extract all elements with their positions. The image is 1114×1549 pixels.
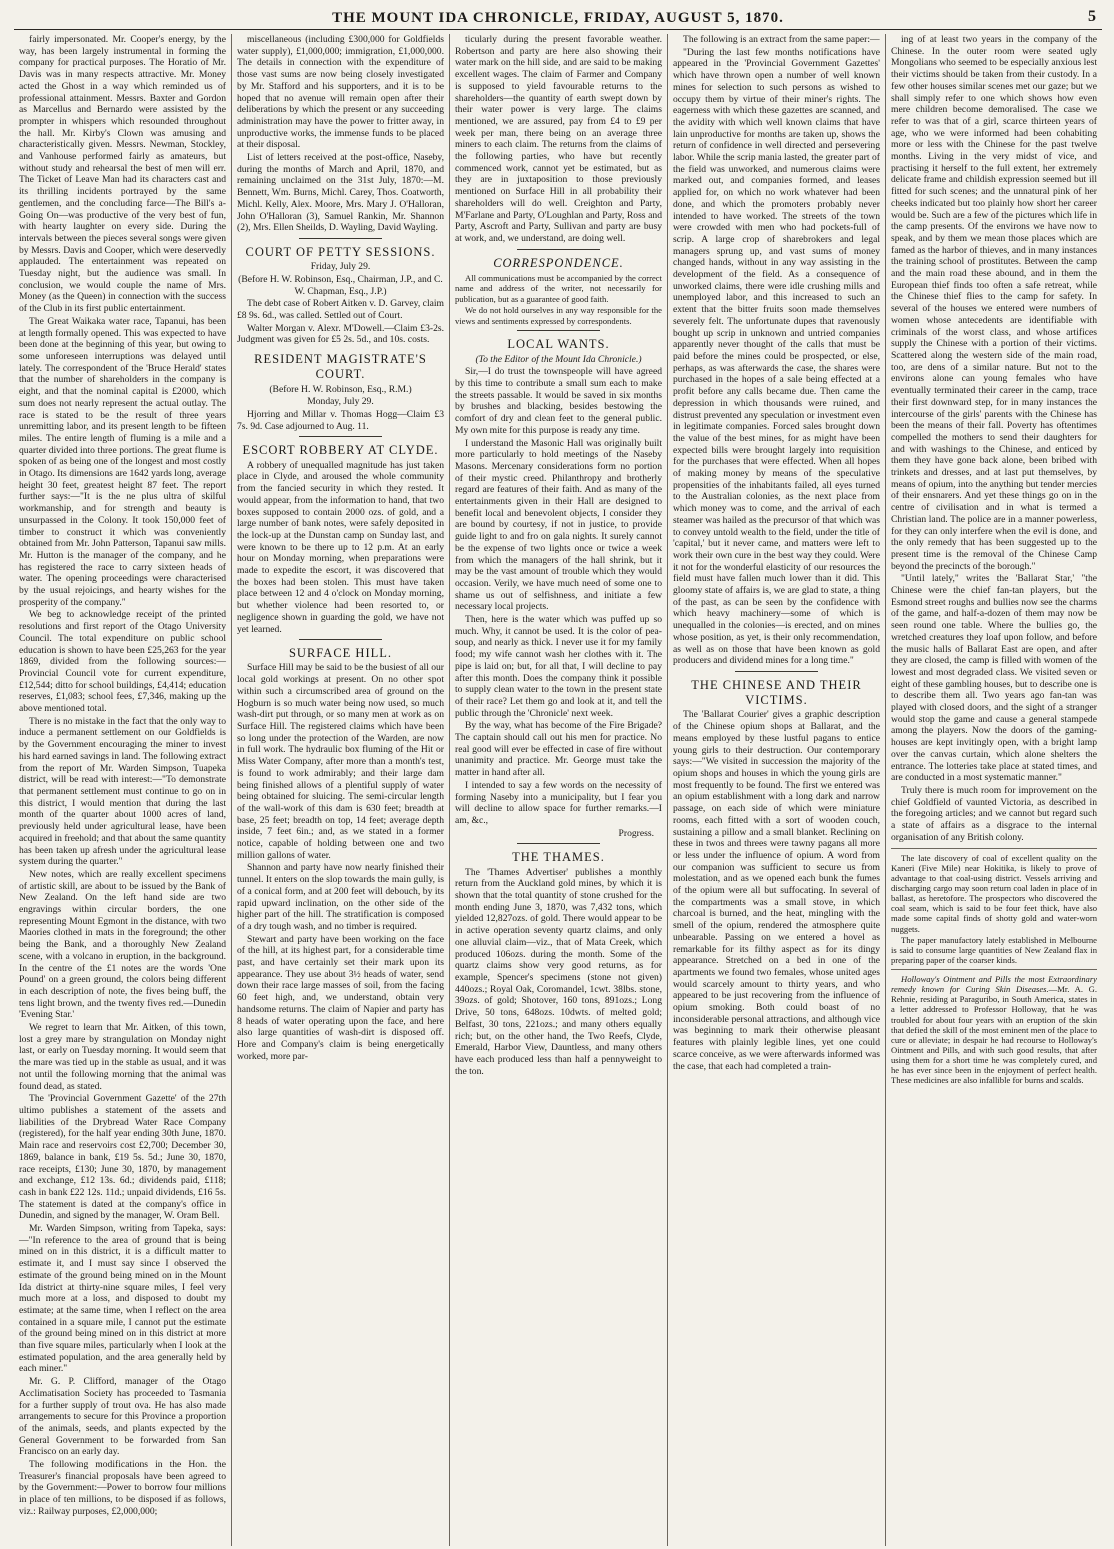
section-divider: [299, 639, 382, 640]
column-2: [232, 34, 450, 1546]
section-divider: [891, 969, 1097, 970]
article-paragraph: We beg to acknowledge receipt of the printed resolutions and first report of the Otago University Council. The total expenditure on public school education is shown to have been £25,263 for the year 1869, divided from the following sources:—Provincial Council vote for current expenditure, £12,544; ditto for school buildings, £4,414; education reserves, £1,083; school fees, £7,346, making up the above mentioned total.: [19, 609, 226, 715]
court-bench: (Before H. W. Robinson, Esq., Chairman, J.P., and C. W. Chapman, Esq., J.P.): [238, 273, 443, 297]
surface-hill-heading: SURFACE HILL.: [288, 646, 393, 661]
article-paragraph: The debt case of Robert Aitken v. D. Garvey, claim £8 9s. 6d., was called. Settled out of Court.: [237, 298, 444, 322]
article-paragraph: miscellaneous (including £300,000 for Goldfields water supply), £1,000,000; immigration, £1,000,000. The details in connection with the expenditure of those vast sums are now being closely investigated by Mr. Stafford and his supporters, and it is to be hoped that no avenue will remain open after their deliberations by which the present or any succeeding administration may have the power to fritter away, in unproductive works, the immense funds to be placed at their disposal.: [237, 34, 444, 151]
columns: [14, 34, 1102, 1546]
article-paragraph: The 'Thames Advertiser' publishes a monthly return from the Auckland gold mines, by which it is shown that the total quantity of stone crushed for the month ending June 3, 1870, was 7,432 tons, which yielded 12,827ozs. of gold. There would appear to be in active operation seventy quartz claims, and only one alluvial claim—viz., that of Mata Creek, which produced 106ozs. during the month. Some of the quartz claims show very good returns, as for example, Spencer's specimens (stone not given) 440ozs.; Royal Oak, Coromandel, 1cwt. 38lbs. stone, 39ozs. of gold; Shotover, 160 tons, 891ozs.; Long Drive, 50 tons, 648ozs. 10dwts. of melted gold; Belfast, 30 tons, 221ozs.; and many others equally rich; but, on the other hand, the Two Reefs, Clyde, Emerald, Harbor View, Dauntless, and many others have each produced less than half a pennyweight to the ton.: [455, 866, 662, 1077]
article-paragraph: Surface Hill may be said to be the busiest of all our local gold workings at present. On no other spot within such a circumscribed area of ground on the Hogburn is so much water being now used, so much wash-dirt put through, or so many men at work as on Surface Hill. The registered claims which have been so long under the protection of the Warden, are now in full work. The hydraulic box fluming of the Hit or Miss Water Company, after more than a month's test, is found to work admirably; and their large dam being finished allows of a plentiful supply of water being obtained for sluicing. The semi-circular length of the wall-work of this dam is 630 feet; breadth at base, 25 feet; breadth on top, 14 feet; average depth inside, 7 feet 6in.; and, as we stated in a former notice, capable of holding between one and two million gallons of water.: [237, 662, 444, 861]
article-paragraph: ing of at least two years in the company of the Chinese. In the outer room were seated ugly Mongolians who seemed to be especially anxious lest their victims should be taken from their custody. In a few other houses similar scenes met our gaze; but we shall simply refer to one which shows how even mere children become demoralised. The case we refer to was that of a girl, scarce thirteen years of age, who we were informed had been cohabiting more or less with the Chinese for the past twelve months. Living in the very midst of vice, and practising it herself to the full extent, her extremely delicate frame and childish expression seemed but ill fitted for such scenes; and the unnatural pink of her cheeks indicated but too plainly how short her career would be. Such are a few of the pictures which life in the camp presents. Of the environs we have now to speak, and by them we mean those places which are famed as the harbor of thieves, and in many instances the training school of prostitutes. Between the camp and the main road these abound, and in them the European thief finds too often a safe retreat, while the Chinese thief flies to the camp for safety. In several of the houses we entered were numbers of women whose antecedents are identifiable with criminals of the worst class, and whose artifices supply the Chinese with a portion of their victims. Scattered along the western side of the main road, too, are dens of a similar nature. But not to the environs alone can young females who have eventually terminated their career in the camp, trace their first downward step, for in many instances the intercourse of the girls' parents with the Chinese has been the means of their fall. Poverty has oftentimes compelled the mothers to send their daughters for and with washings to the Chinese, and enticed by them they have gone back alone, been bribed with trinkets and dresses, and at last put themselves, by means of opium, into the anything but tender mercies of their ensnarers. And yet these things go on in the centre of civilisation and in what is termed a Christian land. The police are in a manner powerless, for they can only interfere when the evil is done, and the only remedy that has been suggested up to the present time is the removal of the Chinese Camp beyond the precincts of the borough.": [891, 34, 1097, 572]
article-paragraph: Mr. Warden Simpson, writing from Tapeka, says:—"In reference to the area of ground that is being mined on in this district, it is a difficult matter to estimate it, and I must say since I observed the estimate of the ground being mined on in the Mount Ida district at thirty-nine square miles, I feel very much more at a loss, and disposed to doubt my estimate; at the same time, when I reflect on the area contained in a square mile, I cannot put the estimate of the ground being mined on in this district at more than five square miles, particularly when I look at the estimated population, and the area generally held by each miner.": [19, 1223, 226, 1375]
article-paragraph: Truly there is much room for improvement on the chief Goldfield of vaunted Victoria, as described in the foregoing articles; and we cannot but regard such a state of affairs as a disgrace to the internal organisation of any British colony.: [891, 785, 1097, 843]
article-paragraph: ticularly during the present favorable weather. Robertson and party are here also showing their water mark on the hill side, and are said to be making excellent wages. The claim of Farmer and Company is supposed to yield favourable returns to the shareholders—the quantity of earth swept down by their water power is very large. The claims mentioned, we are assured, pay from £4 to £9 per week per man, there being on an average three miners to each claim. The returns from the claims of the following parties, who have but recently commenced work, cannot yet be estimated, but as they are in juxtaposition to those previously mentioned on Surface Hill in all probability their shareholders will do well. Creighton and Party, M'Farlane and Party, O'Loughlan and Party, Ross and Party, Ascroft and Party, Sullivan and party are busy at work, and, we understand, are doing well.: [455, 34, 662, 244]
column-3: [450, 34, 668, 1546]
section-divider: [891, 848, 1097, 849]
column-4: [668, 34, 886, 1546]
article-paragraph: fairly impersonated. Mr. Cooper's energy, by the way, has been largely instrumental in forming the company for practical purposes. The Horatio of Mr. Davis was in many respects attractive. Mr. Money acted the Ghost in a way which reminded us of professional attainment. Messrs. Baxter and Gordon as Marcellus and Bernardo were assisted by the prompter in whispers which resounded throughout the hall. Mr. Kirby's Clown was amusing and characteristically given. Messrs. Newman, Stockley, and Vanhouse performed fairly as amateurs, but without study and rehearsal the best of men will err. The Ticket of Leave Man had its characters cast and its thrilling incidents portrayed by the same gentlemen, and the concluding farce—The Bill's a-Going On—was productive of the very best of fun, with hearty laughter on every side. During the intervals between the pieces several songs were given by Messrs. Davis and Cooper, which were deservedly applauded. The entertainment was repeated on Tuesday night, but the audience was small. In conclusion, we would couple the name of Mrs. Money (as the Queen) in connection with the success of the Club in its first public entertainment.: [19, 34, 226, 315]
resident-magistrate-heading: RESIDENT MAGISTRATE'S COURT.: [254, 352, 427, 382]
article-paragraph: Walter Morgan v. Alexr. M'Dowell.—Claim £3-2s. Judgment was given for £5 2s. 5d., and 10s. costs.: [237, 322, 444, 346]
article-paragraph: Shannon and party have now nearly finished their tunnel. It enters on the slop towards the main gully, is of a conical form, and at 200 feet will debouch, by its rapid upward inclination, on the other side of the higher part of the hill. The stratification is composed of a dry tough wash, and no timber is required.: [237, 862, 444, 932]
article-paragraph: "During the last few months notifications have appeared in the 'Provincial Government Gazettes' which have thrown open a number of well known mines for selection to such persons as wished to occupy them by virtue of their miner's rights. The eagerness with which these gazettes are scanned, and the avidity with which well known claims that have lain unproductive for months are taken up, shows the return of confidence in well directed and persevering labor. While the scrip mania lasted, the greater part of the field was unworked, and numerous claims were marked out, and companies formed, and leases applied for, on which no work whatever had been done, and which the promoters probably never intended to have worked. The streets of the town were crowded with men who had pockets-full of scrip. A large crop of sharebrokers and legal managers sprung up, and vast sums of money changed hands, without in any way assisting in the development of the field. As a consequence of unworked claims, there were idle crushing mills and unemployed labor, and this increased to such an extent that the bitter fruits soon made themselves severely felt. The unfortunate dupes that ravenously bought up scrip in unknown and untried companies apparently never thought of the calls that must be paid before the mines could be prospected, or else, perhaps, as was afterwards the case, the shares were purchased in the hopes of a sale being effected at a profit before any calls became due. Then came the depression in which thousands were ruined, and distrust prevented any speculation or investment even in legitimate companies. Forced sales brought down the value of the best mines, for as might have been expected bills were brought largely into requisition for the purchases that were effected. When all hopes of making money by means of the speculative propensities of the inhabitants failed, all eyes turned to the Australian colonies, as the next place from which money was to come, and the arrival of each steamer was hailed as the precursor of that which was to convey untold wealth to the field, under the title of 'capital,' but it never came, and matters were left to work their own cure in the best way they could. Were it not for the wonderful elasticity of our resources the field must have fallen much lower than it did. This gloomy state of affairs is, we are glad to state, a thing of the past, as can be seen by the confidence with which heavy machinery—some of which is unequalled in the colonies—is erected, and on mines whose position, as yet, is their only recommendation, as well as on those that have been known as gold producers and dividend mines for a long time.": [673, 46, 880, 667]
article-paragraph: New notes, which are really excellent specimens of artistic skill, are about to be issued by the Bank of New Zealand. On the left hand side are two engravings within circular borders, the one representing Mount Egmont in the distance, with two Maories clothed in mats in the foreground; the other being the Bank, and a thoroughly New Zealand scene, with a volcano in eruption, in the background. In the centre of the £1 notes are the words 'One Pound' on a green ground, the colors being different in each description of note, the fives being buff, the tens light brown, and the twenty fives red.—Dunedin 'Evening Star.': [19, 868, 226, 1021]
section-divider: [517, 843, 600, 844]
article-paragraph: By the way, what has become of the Fire Brigade? The captain should call out his men for practice. No real good will ever be effected in case of fire without unanimity and practice. Mr. George must take the matter in hand after all.: [455, 720, 662, 779]
article-paragraph: The following is an extract from the same paper:—: [683, 34, 880, 45]
section-divider: [517, 330, 600, 331]
news-item: The paper manufactory lately established in Melbourne is said to consume large quantities of New Zealand flax in preparing paper of the coarser kinds.: [891, 934, 1097, 965]
article-paragraph: The following modifications in the Hon. the Treasurer's financial proposals have been agreed to by the Government:—Power to borrow four millions in place of ten millions, to be disposed if as follows, viz.: Railway purposes, £2,000,000;: [19, 1459, 226, 1517]
masthead-title: THE MOUNT IDA CHRONICLE, FRIDAY, AUGUST 5, 1870.: [332, 10, 784, 26]
letter-signature: Progress.: [618, 827, 654, 839]
court-petty-sessions-heading: COURT OF PETTY SESSIONS.: [245, 244, 436, 259]
article-paragraph: We regret to learn that Mr. Aitken, of this town, lost a grey mare by strangulation on Monday night last, or early on Tuesday morning. It would seem that the mare was tied up in the stable as usual, and it was not until the following morning that the animal was found dead, as stated.: [19, 1022, 226, 1092]
masthead: [14, 8, 1102, 30]
article-paragraph: Stewart and party have been working on the face of the hill, at its highest part, for a considerable time past, and have certainly set their mark upon its appearance. They use about 3½ heads of water, send down their race large masses of soil, from the facing 60 feet high, and, we understand, obtain very handsome returns. The claim of Napier and party has 8 heads of water operating upon the face, and here also large quantities of wash-dirt is disposed off. Hore and Company's claim is being energetically worked, more par-: [237, 933, 444, 1062]
column-1: [14, 34, 232, 1546]
article-paragraph: The 'Provincial Government Gazette' of the 27th ultimo publishes a statement of the assets and liabilities of the Drybread Water Race Company (registered), for the half year ending 30th June, 1870. Main race and reservoirs cost £2,700; December 30, 1869, balance in bank, £19 5s. 5d.; June 30, 1870, race receipts, £130; June 30, 1870, by management and exchange, £12 13s. 6d.; dividends paid, £118; cash in bank £22 12s. 11d.; unpaid dividends, £16 5s. The statement is dated at the company's office in Dunedin, and signed by the manager, W. Oram Bell.: [19, 1093, 226, 1222]
local-wants-heading: LOCAL WANTS.: [507, 337, 610, 352]
article-paragraph: List of letters received at the post-office, Naseby, during the months of March and April, 1870, and remaining unclaimed on the 31st July, 1870:—M. Bennett, Wm. Burns, Michl. Carey, Thos. Coatworth, Michl. Kelly, Alex. Moore, Mrs. Mary J. O'Halloran, John O'Halloran (3), Samuel Rankin, Mr. Shannon (2), Mrs. Ellen Sheilds, D. Wayling, David Wayling.: [237, 152, 444, 234]
article-paragraph: Sir,—I do trust the townspeople will have agreed by this time to contribute a small sum each to make the streets passable. It would be saved in six months by brushes and blacking, besides bestowing the comfort of dry and clean feet to the general public. My own mite for this purpose is ready any time.: [455, 366, 662, 436]
page-number: 5: [1088, 8, 1096, 25]
article-paragraph: "Until lately," writes the 'Ballarat Star,' "the Chinese were the chief fan-tan players, but the Esmond street roughs and bullies now see the charms of the game, and half-a-dozen of them may now be seen round one table. Where the bullies go, the wretched creatures they loaf upon follow, and before the music halls of Ballarat East are open, and after they are closed, the camp is filled with women of the lowest and most degraded class. We visited seven or eight of these gambling houses, but to describe one is to describe them all. Two years ago fan-tan was played with closed doors, and the sight of a stranger would stop the game and cause a general stampede among the players. Now the doors of the gaming-houses are kept invitingly open, with a bright lamp over the canvas curtain, which alone shelters the entrance. The lotteries take place at stated times, and are conducted in a most systematic manner.": [891, 573, 1097, 784]
advert-title: Holloway's Ointment and Pills the most Extraordinary remedy known for Curing Skin Diseases.: [891, 974, 1097, 995]
thames-heading: THE THAMES.: [512, 850, 605, 865]
correspondence-notice: [455, 273, 662, 326]
section-divider: [299, 436, 382, 437]
article-paragraph: The 'Ballarat Courier' gives a graphic description of the Chinese opium shops at Ballarat, and the means employed by these lustful pagans to entice young girls to their destruction. Our contemporary says:—"We visited in succession the majority of the opium shops and houses in which the young girls are most frequently to be found. The first we entered was an opium establishment with a long dark and narrow passage, on each side of which were miniature rooms, each fitted with a sort of wooden couch, sustaining a pillow and a small blanket. Reclining on these in twos and threes were tawny pagans all more or less under the influence of opium. A word from our companion was sufficient to secure us from molestation, and as we opened each bunk the fumes of the opium were all but suffocating. In several of the compartments was a small stove, in which charcoal is burned, and the heat, mingling with the smell of the opium, rendered the atmosphere quite unbearable. Passing on we entered a hovel as remarkable for its filthy aspect as for its dingy appearance. Stretched on a bed in one of the apartments we found two females, whose united ages would scarcely amount to thirty years, and who appeared to be just recovering from the influence of opium smoking. Both could boast of no inconsiderable personal attractions, and although vice was beginning to mark their otherwise pleasant features with plainly legible lines, yet one could scarce conceive, as we were afterwards informed was the case, that each had completed a train-: [673, 709, 880, 1072]
article-paragraph: A robbery of unequalled magnitude has just taken place in Clyde, and aroused the whole community from the fancied security in which they rested. It would appear, from the information to hand, that two boxes supposed to contain 2000 ozs. of gold, and a large number of bank notes, were safely deposited in the lock-up at the Dunstan camp on Sunday last, and were known to be there up to 12 p.m. At an early hour on Monday morning, when preparations were made to expedite the escort, it was discovered that the boxes had been stolen. This must have taken place between 12 and 4 o'clock on Monday morning, but whether violence had been resorted to, or negligence shown in guarding the gold, we have not yet learned.: [237, 459, 444, 635]
chinese-victims-heading: THE CHINESE AND THEIR VICTIMS.: [691, 677, 862, 708]
advert-body: —Mr. A. G. Rehnie, residing at Paraguribo, in South America, states in a letter addressed to Professor Holloway, that he was troubled for about four years with an eruption of the skin that defied the skill of the most eminent men of the place to cure or alleviate; in despair he had recourse to Holloway's Ointment and Pills, and with such good results, that after using them for a short time he was completely cured, and he has ever since been in the enjoyment of perfect health. These medicines are also infallible for burns and scalds.: [891, 984, 1098, 1086]
letter-address: (To the Editor of the Mount Ida Chronicle.): [475, 353, 642, 365]
section-divider: [517, 249, 600, 250]
article-paragraph: I understand the Masonic Hall was originally built more particularly to hold meetings of the Naseby Masons. Mercenary considerations form no portion of their mystic creed. Philanthropy and brotherly regard are features of their faith. And as many of the entertainments given in their Hall are designed to benefit local and benevolent objects, I consider they are bound by courtesy, if not in justice, to provide guide light to and fro on gala nights. It surely cannot be the expense of two lights once or twice a week from which the managers of the hall shrink, but it may be the vast amount of trouble which they would occasion. Verily, we have much need of some one to shame us out of selfishness, and initiate a few necessary local projects.: [455, 437, 662, 613]
court-date: Friday, July 29.: [310, 261, 371, 273]
resident-bench: (Before H. W. Robinson, Esq., R.M.): [269, 383, 412, 395]
article-paragraph: The Great Waikaka water race, Tapanui, has been at length formally opened. This was expected to have been done at the beginning of this year, but owing to some unforeseen interruptions was delayed until lately. The correspondent of the 'Bruce Herald' states that the number of shareholders in the company is eight, and that the nominal capital is £2000, which sum does not nearly represent the actual outlay. The race is stated to be the result of three years unremitting labor, and its present length to be fifteen miles. The entire length of fluming is a mile and a quarter divided into three portions. The great flume is spoken of as being one of the longest and most costly in Otago. Its dimensions are 1642 yards long, average height 30 feet, greatest height 87 feet. The report further says:—"It is the ne plus ultra of skilful workmanship, and for strength and beauty is unsurpassed in the Colony. It took 150,000 feet of timber to construct it which was conveniently obtained from Mr. John Patterson, Tapanui saw mills. Mr. Hutton is the manager of the company, and he has registered the race to carry sixteen heads of water. The opening proceedings were characterised by the usual rejoicings, and hearty wishes for the prosperity of the company.": [19, 315, 226, 608]
column-5: [886, 34, 1102, 1546]
escort-robbery-heading: ESCORT ROBBERY AT CLYDE.: [242, 443, 439, 458]
section-divider: [735, 671, 818, 672]
notice-text: All communications must be accompanied by the correct name and address of the writer, not necessarily for publication, but as a guarantee of good faith.: [455, 272, 662, 304]
article-paragraph: I intended to say a few words on the necessity of forming Naseby into a municipality, but I fear you will decline to allow space for further remarks.—I am, &c.,: [455, 779, 662, 826]
article-paragraph: Then, here is the water which was puffed up so much. Why, it cannot be used. It is the color of pea-soup, and nearly as thick. I never use it for my family food; my wife cannot wash her clothes with it. The pipe is laid on; but, for all that, I will decline to pay after this month. Does the company think it possible to supply clean water to the town in the present state of their race? Let them go and look at it, and tell the public through the 'Chronicle' next week.: [455, 614, 662, 719]
notice-text: We do not hold ourselves in any way responsible for the views and sentiments expressed by correspondents.: [455, 305, 662, 326]
article-paragraph: There is no mistake in the fact that the only way to induce a permanent settlement on our Goldfields is by the Government encouraging the miner to invest his hard earned savings in land. The following extract from the report of Mr. Warden Simpson, Tuapeka district, will be read with interest:—"To demonstrate that permanent settlement must continue to go on in this district, I would mention that during the last month of the quarter about 1000 acres of land, previously held under agricultural lease, have been acquired in freehold; and that about the same quantity has been taken up afresh under the agricultural lease system during the quarter.": [19, 715, 226, 868]
news-item: The late discovery of coal of excellent quality on the Kaneri (Five Mile) near Hokitika, is likely to prove of advantage to that coal-using district. Vessels arriving and discharging cargo may soon return coal laden in place of in ballast, as heretofore. The prospectors who discovered the coal seam, which is said to be four feet thick, have also made some capital finds of shotty gold and water-worn nuggets.: [891, 852, 1097, 934]
correspondence-heading: CORRESPONDENCE.: [493, 255, 624, 270]
section-divider: [299, 238, 382, 239]
article-paragraph: Mr. G. P. Clifford, manager of the Otago Acclimatisation Society has proceeded to Tasmania for a further supply of trout ova. He has also made arrangements to secure for this Province a proportion of the animals, seeds, and plants expected by the General Government to be forwarded from San Francisco on an early day.: [19, 1376, 226, 1458]
holloway-advert: [891, 974, 1097, 1086]
article-paragraph: Hjorring and Millar v. Thomas Hogg—Claim £3 7s. 9d. Case adjourned to Aug. 11.: [237, 409, 444, 432]
resident-date: Monday, July 29.: [307, 396, 374, 408]
